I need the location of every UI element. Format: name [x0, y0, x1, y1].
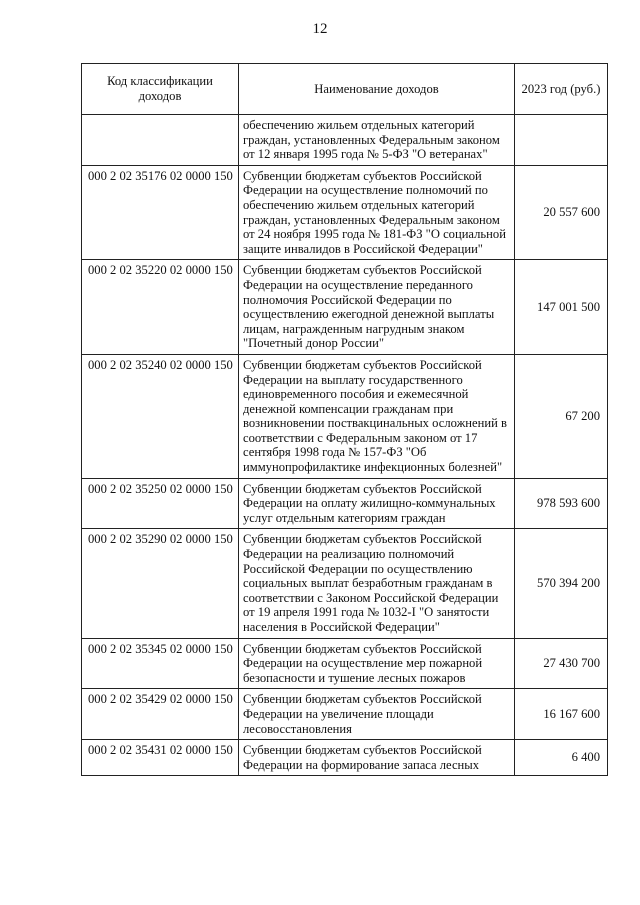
table-row: [82, 354, 608, 478]
table-row: [82, 689, 608, 740]
cell-code: [82, 115, 239, 166]
table-row: [82, 260, 608, 355]
cell-name: Субвенции бюджетам субъектов Российской Федерации на реализацию полномочий Российской Федерации по осуществлению социальных выплат безработным гражданам в соответствии с Законом Российской Федерации от 19 апреля 1991 года № 1032-I "О занятости населения в Российской Федерации": [239, 529, 515, 638]
cell-code: 000 2 02 35250 02 0000 150: [82, 478, 239, 529]
cell-amount: 978 593 600: [515, 478, 608, 529]
page-number: 12: [312, 21, 328, 37]
cell-amount: 570 394 200: [515, 529, 608, 638]
revenue-table: [81, 63, 608, 776]
cell-name: Субвенции бюджетам субъектов Российской Федерации на формирование запаса лесных: [239, 740, 515, 776]
cell-name: Субвенции бюджетам субъектов Российской Федерации на осуществление полномочий по обеспечению жильем отдельных категорий граждан, установленных Федеральным законом от 24 ноября 1995 года № 181-ФЗ "О социальной защите инвалидов в Российской Федерации": [239, 165, 515, 260]
cell-amount: 6 400: [515, 740, 608, 776]
table-row: [82, 638, 608, 689]
cell-code: 000 2 02 35176 02 0000 150: [82, 165, 239, 260]
cell-name: Субвенции бюджетам субъектов Российской Федерации на осуществление мер пожарной безопасности и тушение лесных пожаров: [239, 638, 515, 689]
header-amount: 2023 год (руб.): [515, 64, 608, 115]
cell-name: Субвенции бюджетам субъектов Российской Федерации на выплату государственного единовременного пособия и ежемесячной денежной компенсации гражданам при возникновении поствакцинальных осложнений в соответствии с Федеральным законом от 17 сентября 1998 года № 157-ФЗ "Об иммунопрофилактике инфекционных болезней": [239, 354, 515, 478]
header-code: Код классификации доходов: [82, 64, 239, 115]
cell-code: 000 2 02 35220 02 0000 150: [82, 260, 239, 355]
cell-amount: [515, 115, 608, 166]
cell-code: 000 2 02 35345 02 0000 150: [82, 638, 239, 689]
table-row: [82, 740, 608, 776]
cell-name: Субвенции бюджетам субъектов Российской Федерации на увеличение площади лесовосстановления: [239, 689, 515, 740]
table-row: [82, 478, 608, 529]
cell-amount: 20 557 600: [515, 165, 608, 260]
cell-name: обеспечению жильем отдельных категорий граждан, установленных Федеральным законом от 12 января 1995 года № 5-ФЗ "О ветеранах": [239, 115, 515, 166]
cell-amount: 67 200: [515, 354, 608, 478]
cell-code: 000 2 02 35240 02 0000 150: [82, 354, 239, 478]
cell-code: 000 2 02 35429 02 0000 150: [82, 689, 239, 740]
table-row: [82, 165, 608, 260]
cell-code: 000 2 02 35431 02 0000 150: [82, 740, 239, 776]
cell-amount: 27 430 700: [515, 638, 608, 689]
cell-name: Субвенции бюджетам субъектов Российской Федерации на осуществление переданного полномочия Российской Федерации по осуществлению ежегодной денежной выплаты лицам, награжденным нагрудным знаком "Почетный донор России": [239, 260, 515, 355]
table-row: [82, 115, 608, 166]
table-row: [82, 529, 608, 638]
table-header-row: [82, 64, 608, 115]
cell-amount: 147 001 500: [515, 260, 608, 355]
cell-name: Субвенции бюджетам субъектов Российской Федерации на оплату жилищно-коммунальных услуг отдельным категориям граждан: [239, 478, 515, 529]
cell-code: 000 2 02 35290 02 0000 150: [82, 529, 239, 638]
cell-amount: 16 167 600: [515, 689, 608, 740]
header-name: Наименование доходов: [239, 64, 515, 115]
